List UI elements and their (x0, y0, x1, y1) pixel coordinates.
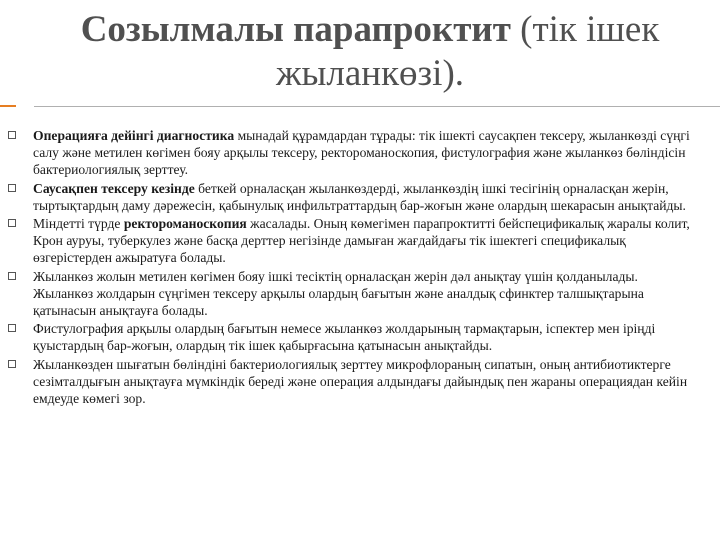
bullet-text: Жыланкөз жолын метилен көгімен бояу ішкі тесіктің орналасқан жерін дәл анықтау үшін қолданылады. Жыланкөз жолдарын сүңгімен тексеру арқылы олардың бағытын және аналдық сфинктер талшықтарына қатынасын анықтауға болады. (33, 268, 644, 319)
accent-divider (0, 105, 16, 107)
bullet-square-icon (8, 219, 16, 227)
bullet-square-icon (8, 272, 16, 280)
bullet-item (8, 215, 698, 267)
bullet-item (8, 268, 698, 320)
slide-title (40, 8, 700, 96)
bullet-text: жасалады. Оның көмегімен парапроктитті бейспецификалық жаралы колит, Крон ауруы, туберкулез және басқа дерттер негізінде дамыған жағдайдағы тік ішектегі спецификалық өзгерістерден ажыратуға болады. (33, 216, 690, 266)
bullet-text: Фистулография арқылы олардың бағытын немесе жыланкөз жолдарының тармақтарын, іспектер мен іріңді қуыстардың бар-жоғын, олардың тік ішек қабырғасына қатынасын анықтайды. (33, 321, 656, 354)
slide-title-normal: (тік ішек жыланкөзі). (275, 9, 660, 94)
bullet-square-icon (8, 184, 16, 192)
bullet-prefix-text: Міндетті түрде (33, 216, 124, 232)
bullet-bold-text: Операцияға дейінгі диагностика (33, 128, 235, 143)
slide-title-bold: Созылмалы парапроктит (80, 9, 511, 50)
bullet-square-icon (8, 324, 16, 332)
bullet-text: мынадай құрамдардан тұрады: тік ішекті саусақпен тексеру, жыланкөзді сүңгі салу және метилен көгімен бояу арқылы тексеру, ректороманоскопия, фистулография және жыланкөз бөліндісін бактериологиялық зерттеу. (33, 128, 690, 178)
bullet-list (8, 127, 698, 408)
bullet-item (8, 356, 698, 408)
bullet-item (8, 127, 698, 179)
bullet-text: Жыланкөзден шығатын бөліндіні бактериологиялық зерттеу микрофлораның сипатын, оның антибиотиктерге сезімталдығын анықтауға мүмкіндік береді және операция алдындағы дайындық пен жараны операциядан кейін емдеуде көмегі зор. (33, 356, 688, 407)
bullet-item (8, 320, 698, 354)
bullet-bold-text: Саусақпен тексеру кезінде (33, 180, 195, 196)
title-divider (34, 106, 720, 107)
bullet-text: беткей орналасқан жыланкөздерді, жыланкөздің ішкі тесігінің орналасқан жерін, тыртықтардың даму дәрежесін, қабынулық инфильтраттардың бар-жоғын және олардың шекарасын анықтайды. (33, 180, 686, 213)
bullet-bold-text: ректороманоскопия (123, 216, 247, 232)
bullet-square-icon (8, 131, 16, 139)
bullet-square-icon (8, 360, 16, 368)
bullet-item (8, 180, 698, 214)
